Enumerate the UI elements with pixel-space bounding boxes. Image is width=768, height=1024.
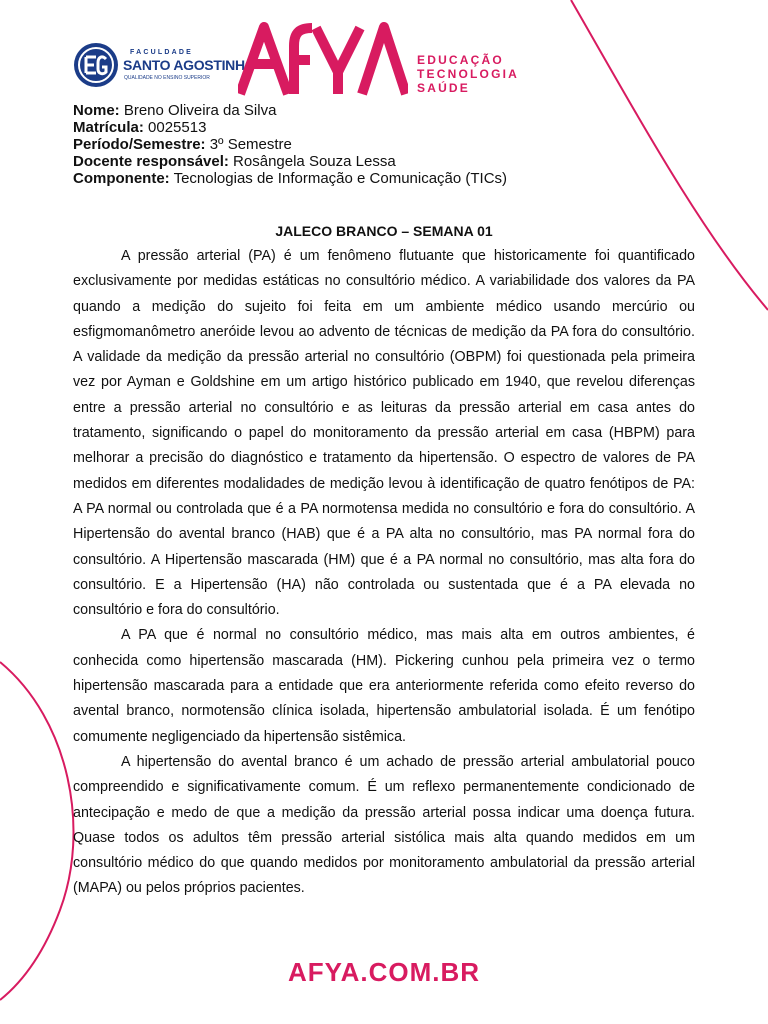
tagline-technology: TECNOLOGIA	[417, 67, 519, 81]
period-value: 3º Semestre	[205, 136, 292, 153]
tagline-health: SAÚDE	[417, 81, 471, 95]
afya-logo	[238, 22, 408, 97]
teacher-value: Rosângela Souza Lessa	[228, 153, 396, 170]
document-body	[73, 244, 695, 902]
component-row	[73, 170, 713, 187]
enrollment-row	[73, 119, 713, 136]
paragraph-1: A pressão arterial (PA) é um fenômeno flutuante que historicamente foi quantificado exclusivamente por medidas estáticas no consultório médico. A variabilidade dos valores da PA quando a medição do sujeito foi feita em um ambiente médico usando mercúrio ou esfigmomanômetro aneróide levou ao advento de técnicas de medição da PA fora do consultório. A validade da medição da pressão arterial no consultório (OBPM) foi questionada pela primeira vez por Ayman e Goldshine em um artigo histórico publicado em 1940, que revelou diferenças entre a pressão arterial no consultório e as leituras da pressão arterial em casa antes do tratamento, significando o papel do monitoramento da pressão arterial em casa (HBPM) para melhorar a precisão do diagnóstico e tratamento da hipertensão. O espectro de valores de PA medidos em diferentes modalidades de medição levou à identificação de quatro fenótipos de PA: A PA normal ou controlada que é a PA normotensa medida no consultório e fora do consultório. A Hipertensão do avental branco (HAB) que é a PA alta no consultório, mas PA normal fora do consultório. A Hipertensão mascarada (HM) que é a PA normal no consultório, mas alta fora do consultório. E a Hipertensão (HA) não controlada ou sustentada que é a PA elevada no consultório e fora do consultório.	[73, 248, 695, 619]
institution-name: SANTO AGOSTINHO	[123, 57, 256, 73]
enrollment-label: Matrícula:	[73, 119, 144, 136]
document-title: JALECO BRANCO – SEMANA 01	[275, 223, 493, 239]
header-logos	[0, 0, 768, 100]
afya-tagline	[417, 53, 557, 95]
footer-url: AFYA.COM.BR	[287, 957, 481, 987]
fsa-emblem-icon	[72, 41, 120, 89]
component-label: Componente:	[73, 170, 170, 187]
student-info	[73, 102, 713, 187]
name-row	[73, 102, 713, 119]
paragraph-2: A PA que é normal no consultório médico, mas mais alta em outros ambientes, é conhecida como hipertensão mascarada (HM). Pickering cunhou pela primeira vez o termo hipertensão mascarada para a entidade que era anteriormente referida como efeito reverso do avental branco, normotensão clínica isolada, hipertensão ambulatorial isolada. É um fenótipo comumente negligenciado da hipertensão sistêmica.	[73, 627, 695, 745]
name-value: Breno Oliveira da Silva	[119, 102, 277, 119]
tagline-education: EDUCAÇÃO	[417, 53, 504, 67]
period-label: Período/Semestre:	[73, 136, 206, 153]
enrollment-value: 0025513	[143, 119, 207, 136]
component-value: Tecnologias de Informação e Comunicação (TICs)	[169, 170, 508, 187]
paragraph-3: A hipertensão do avental branco é um achado de pressão arterial ambulatorial pouco compreendido e significativamente comum. É um reflexo permanentemente condicionado de antecipação e medo de que a medição da pressão arterial possa indicar uma doença futura. Quase todos os adultos têm pressão arterial sistólica mais alta quando medidos em um consultório médico do que quando medidos por monitoramento ambulatorial da pressão arterial (MAPA) ou pelos próprios pacientes.	[73, 753, 695, 897]
left-arc	[0, 662, 74, 1000]
teacher-label: Docente responsável:	[73, 153, 229, 170]
institution-tagline: QUALIDADE NO ENSINO SUPERIOR	[124, 75, 210, 81]
faculdade-santo-agostinho-logo	[72, 40, 256, 90]
period-row	[73, 136, 713, 153]
teacher-row	[73, 153, 713, 170]
name-label: Nome:	[73, 102, 120, 119]
institution-small-label: FACULDADE	[130, 49, 193, 56]
